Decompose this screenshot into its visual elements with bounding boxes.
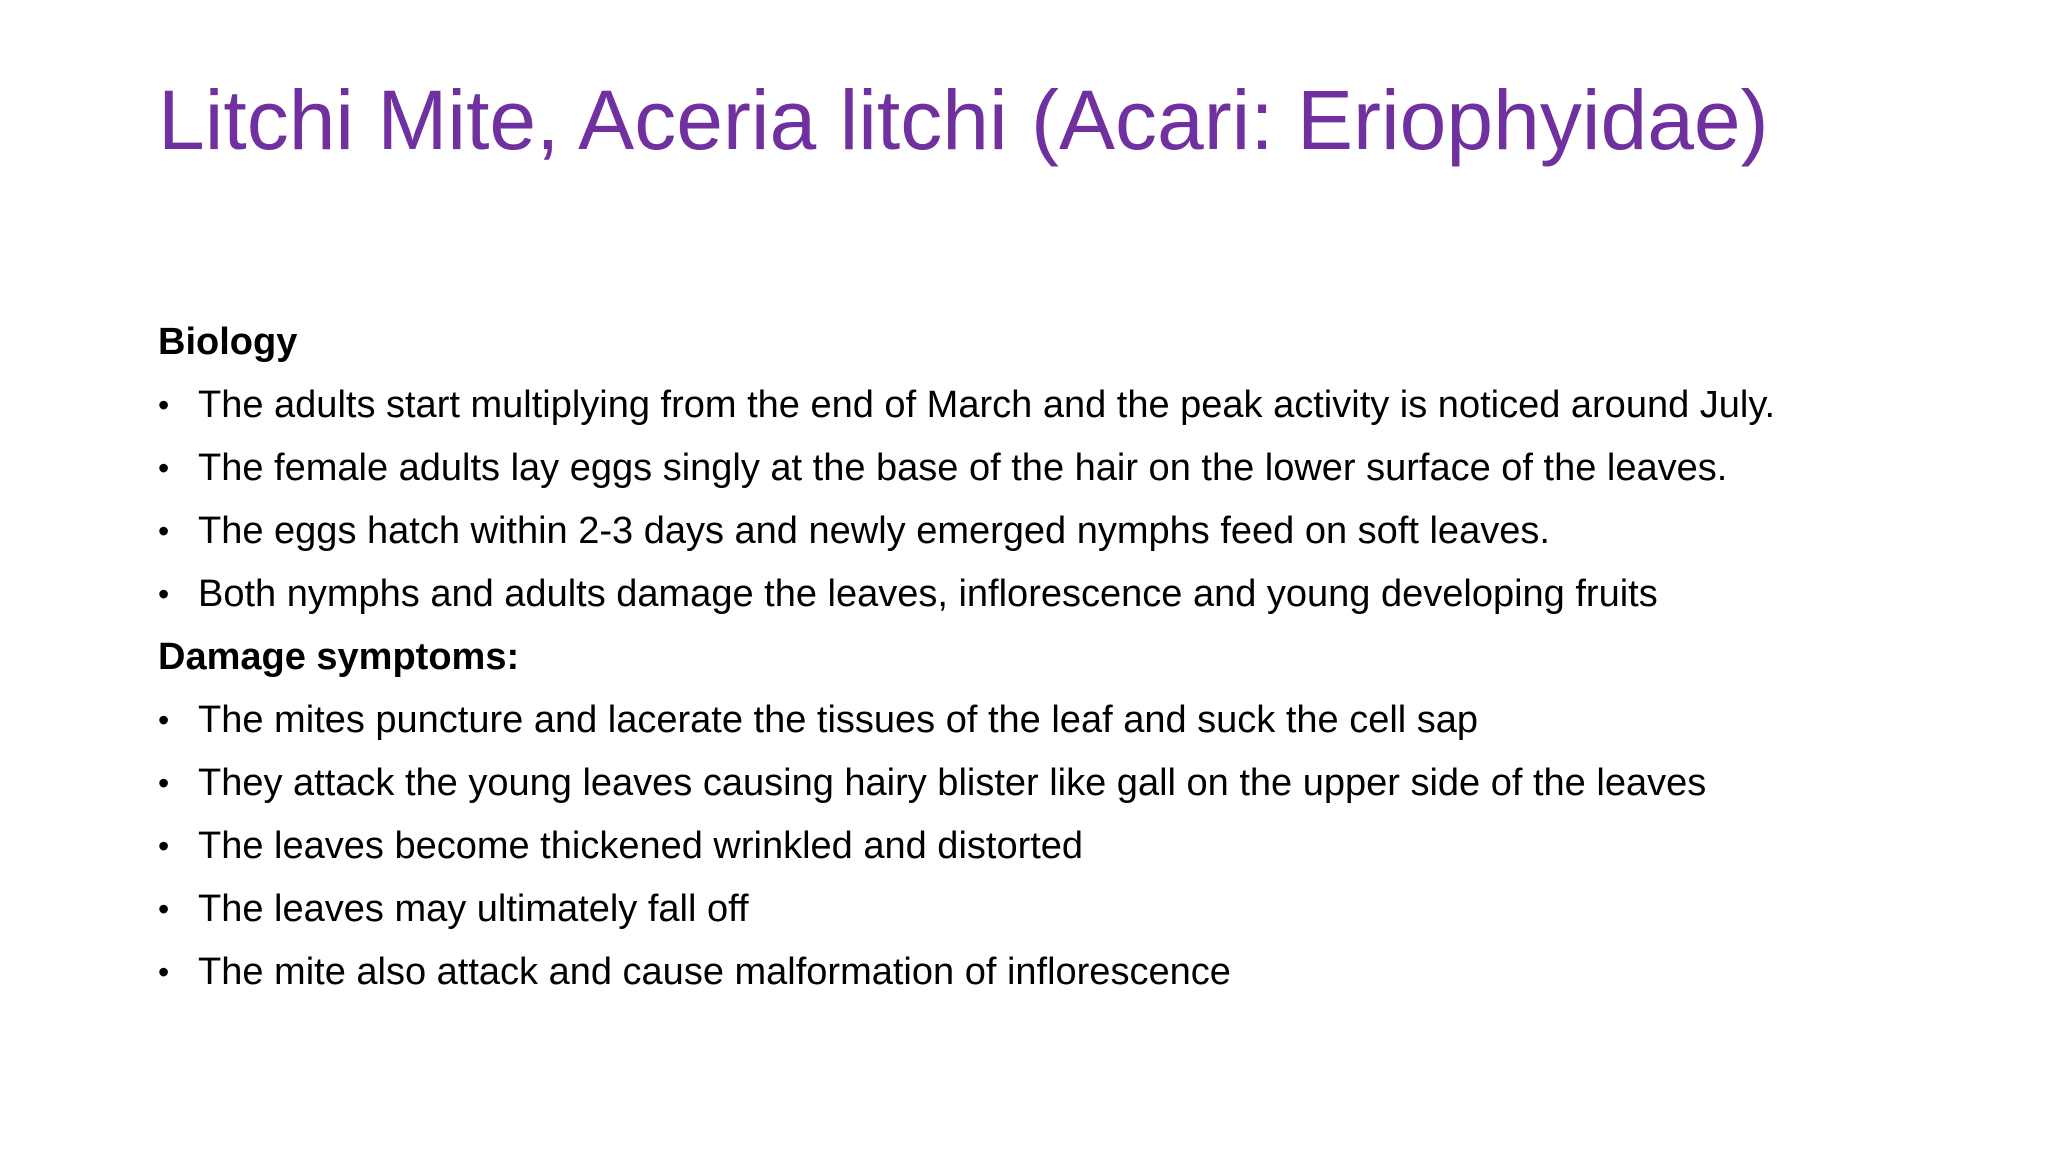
bullet-text: The mites puncture and lacerate the tissues of the leaf and suck the cell sap	[198, 699, 1479, 741]
list-item	[158, 941, 1998, 1004]
bullet-text: The adults start multiplying from the end of March and the peak activity is noticed around July.	[198, 384, 1776, 426]
list-item	[158, 752, 1998, 815]
section-heading-biology: Biology	[158, 321, 298, 363]
bullet-icon: •	[158, 450, 170, 486]
bullet-text: Both nymphs and adults damage the leaves, inflorescence and young developing fruits	[198, 573, 1658, 615]
list-item	[158, 374, 1998, 437]
bullet-text: The eggs hatch within 2-3 days and newly emerged nymphs feed on soft leaves.	[198, 510, 1550, 552]
bullet-icon: •	[158, 576, 170, 612]
slide-content	[158, 311, 1998, 1004]
bullet-icon: •	[158, 891, 170, 927]
biology-bullet-list	[158, 374, 1998, 626]
list-item	[158, 689, 1998, 752]
section-heading-damage-symptoms: Damage symptoms:	[158, 636, 520, 678]
bullet-text: The mite also attack and cause malformation of inflorescence	[198, 951, 1231, 993]
bullet-icon: •	[158, 387, 170, 423]
bullet-icon: •	[158, 954, 170, 990]
list-item	[158, 500, 1998, 563]
list-item	[158, 815, 1998, 878]
bullet-icon: •	[158, 765, 170, 801]
list-item	[158, 437, 1998, 500]
bullet-text: The leaves become thickened wrinkled and distorted	[198, 825, 1084, 867]
slide-title: Litchi Mite, Aceria litchi (Acari: Eriophyidae)	[158, 73, 1769, 167]
bullet-icon: •	[158, 702, 170, 738]
bullet-text: The female adults lay eggs singly at the base of the hair on the lower surface of the leaves.	[198, 447, 1728, 489]
bullet-icon: •	[158, 828, 170, 864]
bullet-icon: •	[158, 513, 170, 549]
damage-bullet-list	[158, 689, 1998, 1004]
bullet-text: They attack the young leaves causing hairy blister like gall on the upper side of the leaves	[198, 762, 1707, 804]
bullet-text: The leaves may ultimately fall off	[198, 888, 749, 930]
list-item	[158, 563, 1998, 626]
list-item	[158, 878, 1998, 941]
